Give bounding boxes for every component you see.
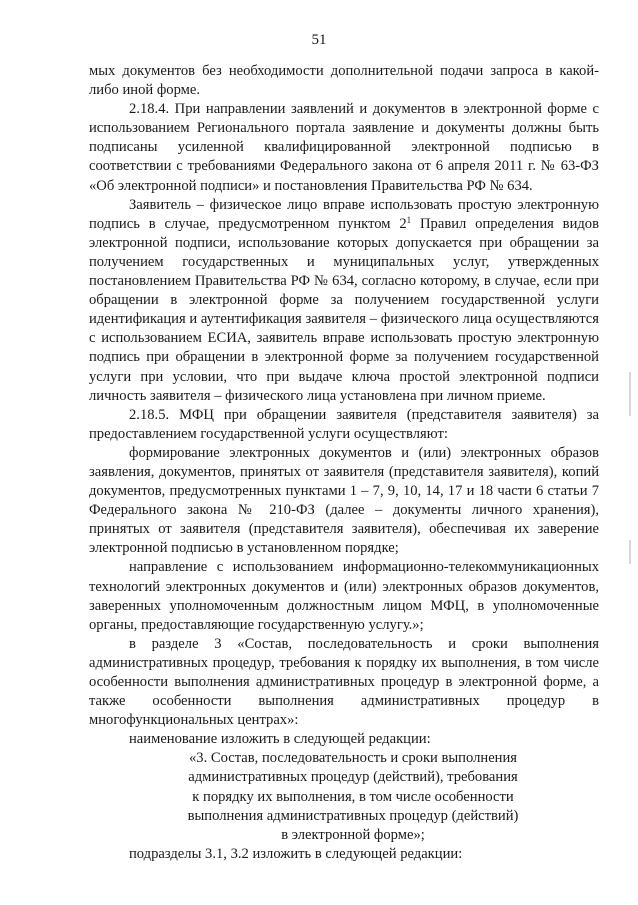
paragraph-section-3: в разделе 3 «Состав, последовательность и сроки выполнения административных процедур, требования к порядку их выполнения, в том числе особенности выполнения административных процедур в электронной форме, а также особенности выполнения административных процедур в многофункциональных центрах»:: [89, 635, 599, 729]
quoted-section-title: [169, 749, 537, 844]
paragraph-sending: направление с использованием информационно-телекоммуникационных технологий электронных документов и (или) электронных образов документов, заверенных уполномоченным должностным лицом МФЦ, в уполномоченные органы, предоставляющие государственную услугу.»;: [89, 559, 599, 633]
paragraph-simple-signature: [89, 196, 599, 406]
page-number: 51: [311, 32, 327, 48]
paragraph-2-18-4: 2.18.4. При направлении заявлений и документов в электронной форме с использованием Регионального портала заявление и документы должны быть подписаны усиленной квалифицированной электронной подписью в соответствии с требованиями Федерального закона от 6 апреля 2011 г. № 63-ФЗ «Об электронной подписи» и постановления Правительства РФ № 634.: [89, 101, 599, 194]
quoted-title-line: к порядку их выполнения, в том числе особенности: [192, 788, 514, 805]
quoted-title-line: административных процедур (действий), требования: [188, 769, 518, 786]
document-body: [89, 62, 599, 864]
quoted-title-line: в электронной форме»;: [281, 826, 425, 843]
scan-edge-mark: [629, 540, 631, 564]
scan-edge-mark: [629, 372, 631, 416]
quoted-title-line: выполнения административных процедур (действий): [187, 807, 519, 824]
quoted-title-line: «3. Состав, последовательность и сроки выполнения: [188, 750, 518, 767]
paragraph-2-18-5: 2.18.5. МФЦ при обращении заявителя (представителя заявителя) за предоставлением государственной услуги осуществляют:: [89, 406, 599, 442]
paragraph-subsections: подразделы 3.1, 3.2 изложить в следующей редакции:: [129, 845, 463, 862]
footnote-superscript: 1: [406, 214, 412, 225]
paragraph-name-edit: наименование изложить в следующей редакции:: [129, 731, 431, 748]
paragraph-continuation: мых документов без необходимости дополнительной подачи запроса в какой-либо иной форме.: [89, 63, 599, 99]
paragraph-simple-signature-part1: Заявитель – физическое лицо вправе использовать простую электронную подпись в случае, предусмотренном пунктом 2: [89, 196, 599, 232]
paragraph-formation: формирование электронных документов и (или) электронных образов заявления, документов, принятых от заявителя (представителя заявителя), копий документов, предусмотренных пунктами 1 – 7, 9, 10, 14, 17 и 18 части 6 статьи 7 Федерального закона № 210-ФЗ (далее – документы личного хранения), принятых от заявителя (представителя заявителя), обеспечивая их заверение электронной подписью в установленном порядке;: [89, 444, 599, 557]
paragraph-simple-signature-part2: Правил определения видов электронной подписи, использование которых допускается при обращении за получением государственных и муниципальных услуг, утвержденных постановлением Правительства РФ № 634, согласно которому, в случае, если при обращении в электронной форме за получением государственной услуги идентификация и аутентификация заявителя – физического лица осуществляются с использованием ЕСИА, заявитель вправе использовать простую электронную подпись при обращении в электронной форме за получением государственной услуги при условии, что при выдаче ключа простой электронной подписи личность заявителя – физического лица установлена при личном приеме.: [89, 215, 599, 404]
